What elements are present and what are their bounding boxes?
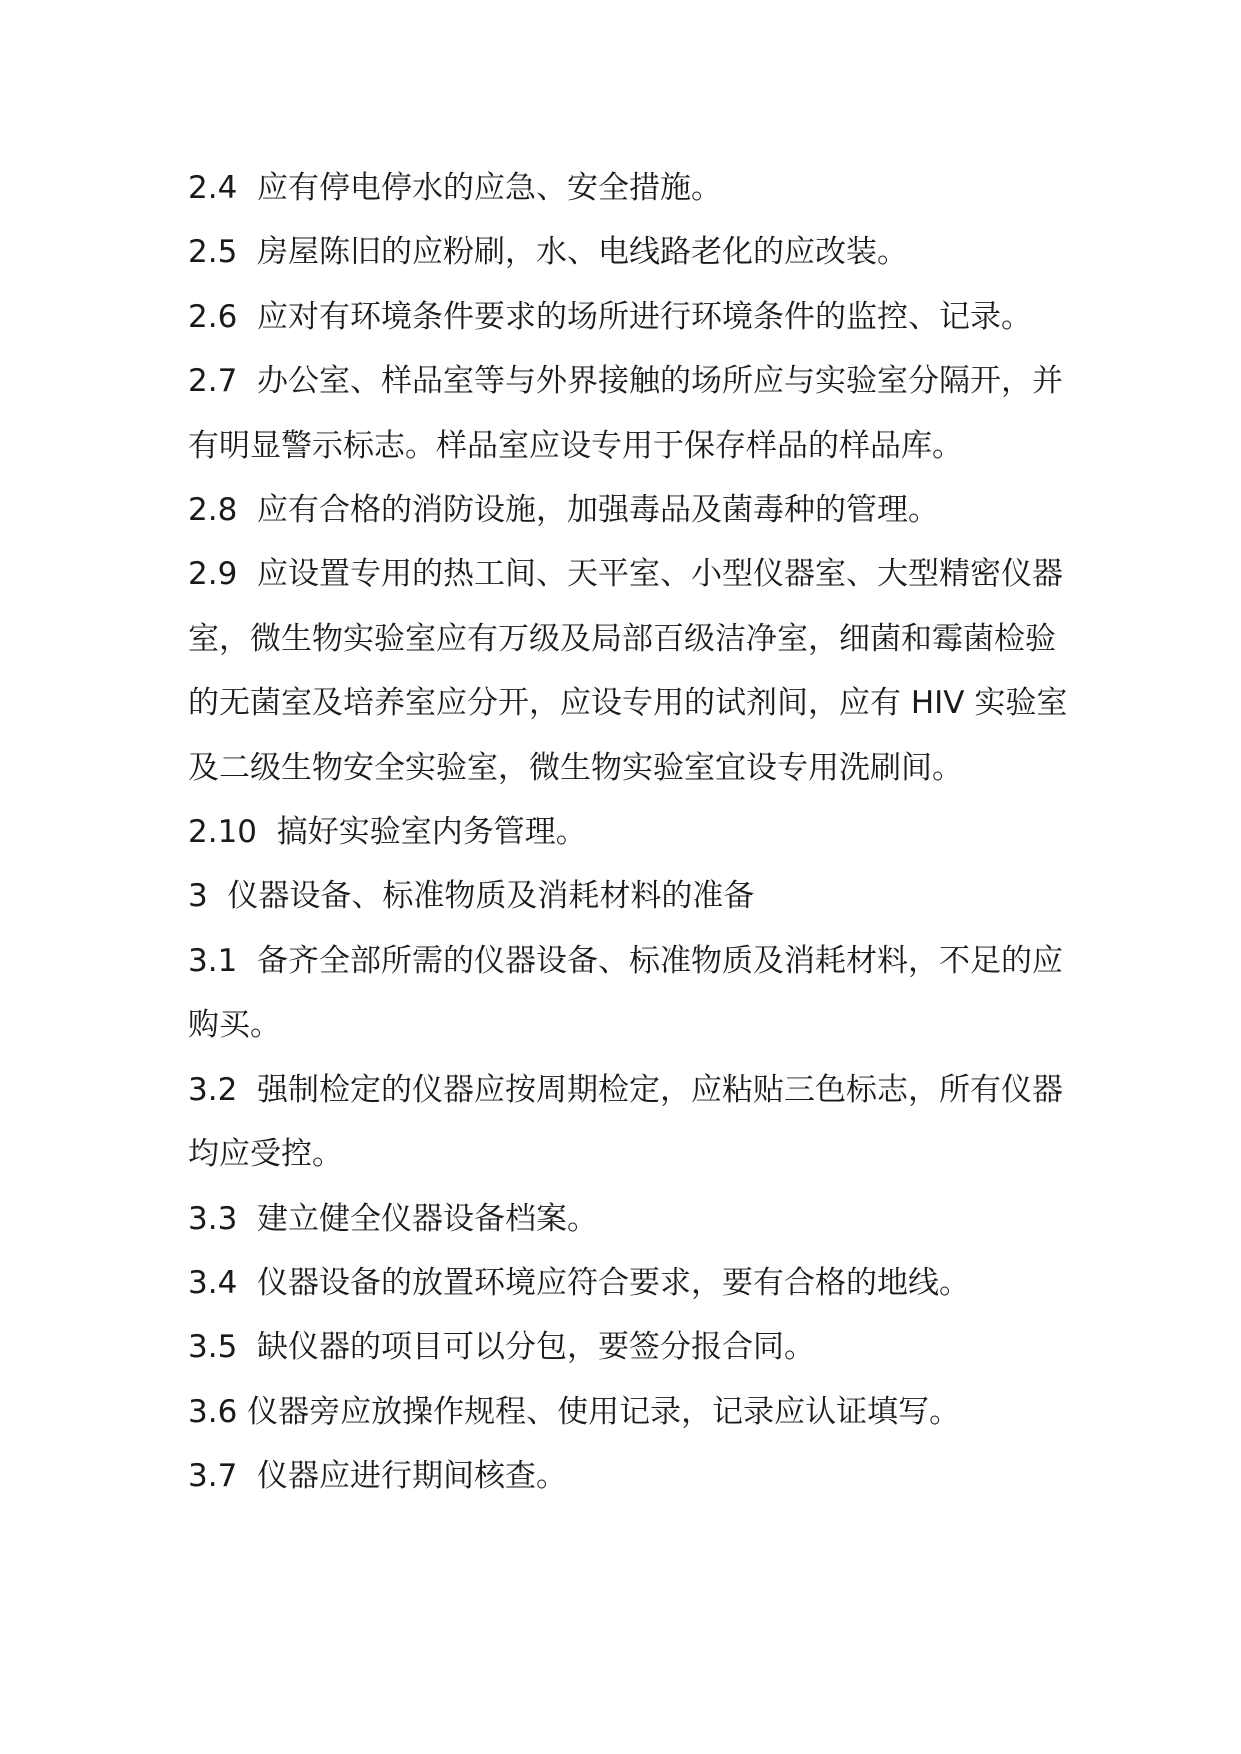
paragraph-2-9: 2.9 应设置专用的热工间、天平室、小型仪器室、大型精密仪器室，微生物实验室应有万级及局部百级洁净室，细菌和霉菌检验的无菌室及培养室应分开，应设专用的试剂间，应有 HIV 实验室及二级生物安全实验室，微生物实验室宜设专用洗刷间。 [188,556,1068,786]
paragraph-3-7: 3.7 仪器应进行期间核查。 [188,1458,568,1495]
paragraph-3-2: 3.2 强制检定的仪器应按周期检定，应粘贴三色标志，所有仪器均应受控。 [188,1071,1064,1173]
paragraph-3-1: 3.1 备齐全部所需的仪器设备、标准物质及消耗材料，不足的应购买。 [188,942,1064,1044]
paragraph-3-6: 3.6 仪器旁应放操作规程、使用记录，记录应认证填写。 [188,1393,961,1430]
paragraph-2-8: 2.8 应有合格的消防设施，加强毒品及菌毒种的管理。 [188,492,940,529]
document-body [188,156,1068,1509]
paragraph-3-4: 3.4 仪器设备的放置环境应符合要求，要有合格的地线。 [188,1264,971,1301]
paragraph-3-5: 3.5 缺仪器的项目可以分包，要签分报合同。 [188,1329,816,1366]
section-heading-3: 3 仪器设备、标准物质及消耗材料的准备 [188,878,755,915]
paragraph-2-10: 2.10 搞好实验室内务管理。 [188,814,587,851]
paragraph-2-5: 2.5 房屋陈旧的应粉刷，水、电线路老化的应改装。 [188,234,909,271]
paragraph-3-3: 3.3 建立健全仪器设备档案。 [188,1200,599,1237]
paragraph-2-4: 2.4 应有停电停水的应急、安全措施。 [188,170,723,206]
paragraph-2-7: 2.7 办公室、样品室等与外界接触的场所应与实验室分隔开，并有明显警示标志。样品室应设专用于保存样品的样品库。 [188,363,1064,464]
paragraph-2-6: 2.6 应对有环境条件要求的场所进行环境条件的监控、记录。 [188,298,1033,335]
